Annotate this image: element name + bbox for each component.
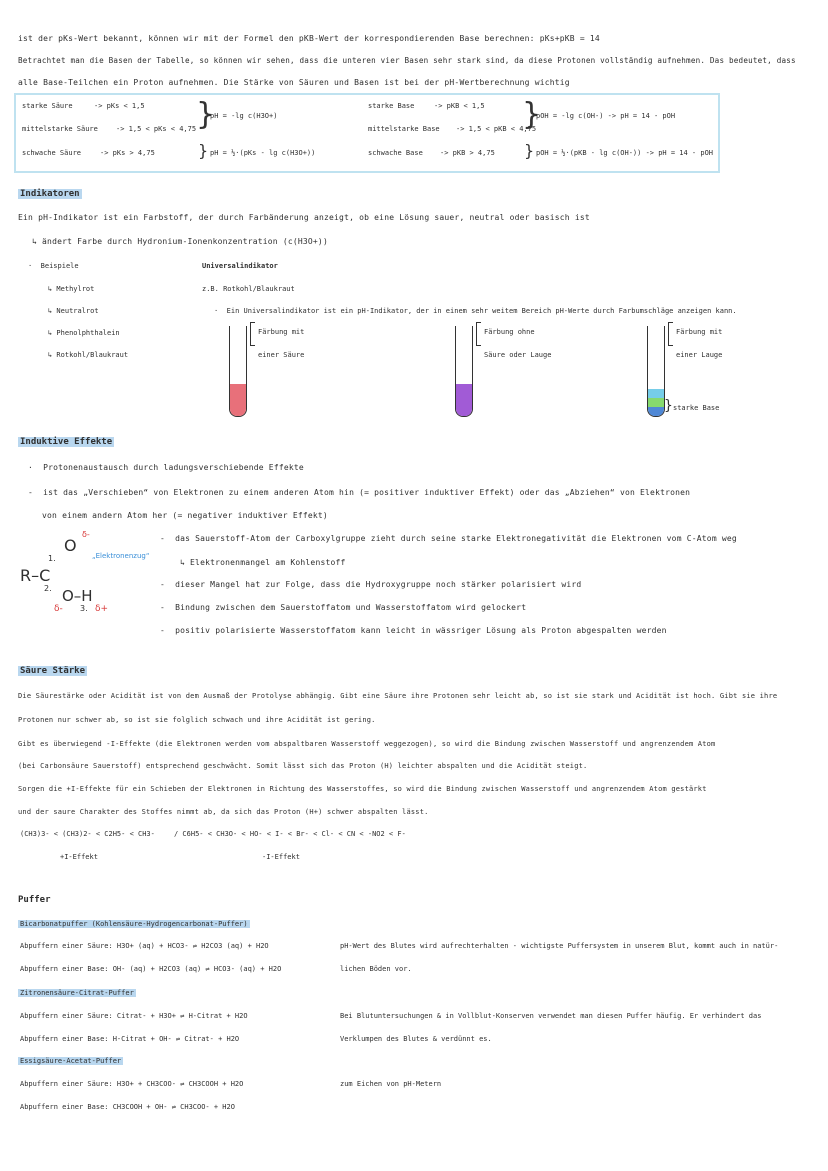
acid-strong-cond: -> pKs < 1,5	[94, 102, 145, 110]
universal-example: z.B. Rotkohl/Blaukraut	[202, 285, 295, 293]
series-plus: (CH3)3- < (CH3)2- < C2H5- < CH3-	[20, 830, 155, 838]
acid-strength-line-5: Sorgen die +I-Effekte für ein Schieben der Elektronen in Richtung des Wasserstoffes, so wird die Bindung zwischen Wasserstoff und angrenzendem Atom gestärkt	[18, 785, 707, 793]
examples-label: · Beispiele	[28, 262, 79, 270]
tube-1-label-2: einer Säure	[258, 351, 305, 359]
buffer-1-base: Abpuffern einer Base: OH- (aq) + H2CO3 (aq) ⇌ HCO3- (aq) + H2O	[20, 965, 282, 973]
base-medium-cond: -> 1,5 < pKB < 4,75	[456, 125, 537, 133]
mol-r-group: R–C	[20, 566, 51, 585]
buffer-3-note: zum Eichen von pH-Metern	[340, 1080, 442, 1088]
buffer-2-acid: Abpuffern einer Säure: Citrat- + H3O+ ⇌ H-Citrat + H2O	[20, 1012, 248, 1020]
acid-weak-label: schwache Säure	[22, 149, 82, 157]
buffer-1-acid: Abpuffern einer Säure: H3O+ (aq) + HCO3- ⇌ H2CO3 (aq) + H2O	[20, 942, 269, 950]
acid-strength-line-6: und der saure Charakter des Stoffes nimmt ab, da sich das Proton (H+) schwer abspalten lässt.	[18, 808, 429, 816]
indicators-definition: Ein pH-Indikator ist ein Farbstoff, der durch Farbänderung anzeigt, ob eine Lösung sauer, neutral oder basisch ist	[18, 213, 590, 222]
buffer-1-heading: Bicarbonatpuffer (Kohlensäure-Hydrogencarbonat-Puffer)	[20, 920, 248, 928]
indicators-heading: Indikatoren	[20, 189, 80, 199]
mol-electron-pull-label: „Elektronenzug“	[92, 552, 150, 560]
acid-strength-line-1: Die Säurestärke oder Acidität ist von dem Ausmaß der Protolyse abhängig. Gibt eine Säure ihre Protonen sehr leicht ab, so ist sie stark und Acidität ist hoch. Gibt sie ihre	[18, 692, 778, 700]
buffer-3-base: Abpuffern einer Base: CH3COOH + OH- ⇌ CH3COO- + H2O	[20, 1103, 235, 1111]
inductive-bullet-2: - ist das „Verschieben“ von Elektronen zu einem anderen Atom hin (= positiver induktiver Effekt) oder das „Abziehen“ von Elektronen	[28, 488, 691, 497]
mol-delta-minus-bottom: δ-	[54, 604, 63, 614]
buffer-heading: Puffer	[18, 895, 51, 905]
tube-2-label-2: Säure oder Lauge	[484, 351, 552, 359]
acid-strong-label: starke Säure	[22, 102, 73, 110]
mol-delta-minus-top: δ-	[82, 530, 90, 539]
buffer-2-base: Abpuffern einer Base: H-Citrat + OH- ⇌ Citrat- + H2O	[20, 1035, 240, 1043]
buffer-3-acid: Abpuffern einer Säure: H3O+ + CH3COO- ⇌ CH3COOH + H2O	[20, 1080, 244, 1088]
inductive-detail-4: - positiv polarisierte Wasserstoffatom kann leicht in wässriger Lösung als Proton abgespalten werden	[160, 626, 667, 635]
indicators-change: ↳ ändert Farbe durch Hydronium-Ionenkonzentration (c(H3O+))	[32, 237, 328, 246]
acid-brace-icon: }	[196, 97, 216, 132]
tube-2-bracket-icon	[476, 322, 481, 346]
series-minus: / C6H5- < CH3O- < HO- < I- < Br- < Cl- < CN < -NO2 < F-	[174, 830, 406, 838]
tube-2-label-1: Färbung ohne	[484, 328, 535, 336]
inductive-bullet-1: · Protonenaustausch durch ladungsverschiebende Effekte	[28, 463, 304, 472]
base-brace-icon: }	[522, 97, 542, 132]
universal-title: Universalindikator	[202, 262, 278, 270]
acid-strength-line-2: Protonen nur schwer ab, so ist sie folglich schwach und ihre Acidität ist gering.	[18, 716, 376, 724]
intro-line-2: Betrachtet man die Basen der Tabelle, so können wir sehen, dass die unteren vier Basen sehr stark sind, da diese Protonen vollständig aufnehmen. Das bedeutet, dass	[18, 56, 796, 65]
acid-weak-cond: -> pKs > 4,75	[100, 149, 155, 157]
tube-3-label-2: einer Lauge	[676, 351, 723, 359]
strong-base-label: starke Base	[673, 404, 720, 412]
example-rotkohl: ↳ Rotkohl/Blaukraut	[48, 351, 129, 359]
base-brace-small-icon: }	[664, 398, 673, 414]
base-weak-cond: -> pKB > 4,75	[440, 149, 495, 157]
base-formula-weak: pOH = ½·(pKB - lg c(OH-)) -> pH = 14 - pOH	[536, 149, 714, 157]
buffer-2-note-1: Bei Blutuntersuchungen & in Vollblut-Konserven verwendet man diesen Puffer häufig. Er verhindert das	[340, 1012, 762, 1020]
tube-3-bracket-icon	[668, 322, 673, 346]
base-tube-fill-bottom	[648, 407, 664, 416]
intro-line-3: alle Base-Teilchen ein Proton aufnehmen. Die Stärke von Säuren und Basen ist bei der pH-Wertberechnung wichtig	[18, 78, 570, 87]
mol-step-3: 3.	[80, 604, 88, 613]
mol-hydroxy: O–H	[62, 587, 93, 605]
tube-3-label-1: Färbung mit	[676, 328, 723, 336]
mol-step-2: 2.	[44, 584, 52, 593]
mol-step-1: 1.	[48, 554, 56, 563]
example-methylrot: ↳ Methylrot	[48, 285, 95, 293]
inductive-bullet-2b: von einem andern Atom her (= negativer induktiver Effekt)	[42, 511, 328, 520]
inductive-heading: Induktive Effekte	[20, 437, 113, 447]
base-tube-fill-top	[648, 389, 664, 398]
tube-1-label-1: Färbung mit	[258, 328, 305, 336]
universal-definition: · Ein Universalindikator ist ein pH-Indikator, der in einem sehr weitem Bereich pH-Werte durch Farbumschläge anzeigen kann.	[214, 307, 737, 315]
acid-tube-fill	[230, 384, 246, 416]
ph-formula-box	[14, 93, 720, 173]
acid-strength-line-3: Gibt es überwiegend -I-Effekte (die Elektronen werden vom abspaltbaren Wasserstoff weggezogen), so wird die Bindung zwischen Wasserstoff und angrenzendem Atom	[18, 740, 716, 748]
acid-strength-heading: Säure Stärke	[20, 666, 86, 676]
mol-oxygen-top: O	[64, 536, 77, 555]
base-weak-brace-icon: }	[524, 141, 535, 160]
inductive-detail-1b: ↳ Elektronenmangel am Kohlenstoff	[180, 558, 346, 567]
mol-delta-plus: δ+	[95, 604, 109, 614]
acid-weak-brace-icon: }	[198, 141, 209, 160]
intro-line-1: ist der pKs-Wert bekannt, können wir mit der Formel den pKB-Wert der korrespondierenden Base berechnen: pKs+pKB = 14	[18, 34, 600, 43]
minus-i-effect-label: -I-Effekt	[262, 853, 300, 861]
buffer-1-note-1: pH-Wert des Blutes wird aufrechterhalten - wichtigste Puffersystem in unserem Blut, kommt auch in natür-	[340, 942, 779, 950]
base-test-tube	[647, 326, 665, 417]
inductive-detail-1: - das Sauerstoff-Atom der Carboxylgruppe zieht durch seine starke Elektronegativität die Elektronen vom C-Atom weg	[160, 534, 737, 543]
acid-formula-weak: pH = ½·(pKs - lg c(H3O+))	[210, 149, 316, 157]
base-tube-fill-mid	[648, 398, 664, 407]
base-strong-cond: -> pKB < 1,5	[434, 102, 485, 110]
example-phenolphthalein: ↳ Phenolphthalein	[48, 329, 120, 337]
buffer-3-heading: Essigsäure-Acetat-Puffer	[20, 1057, 122, 1065]
base-formula-strong: pOH = -lg c(OH-) -> pH = 14 - pOH	[536, 112, 676, 120]
base-weak-label: schwache Base	[368, 149, 423, 157]
tube-1-bracket-icon	[250, 322, 255, 346]
example-neutralrot: ↳ Neutralrot	[48, 307, 99, 315]
inductive-detail-2: - dieser Mangel hat zur Folge, dass die Hydroxygruppe noch stärker polarisiert wird	[160, 580, 582, 589]
plus-i-effect-label: +I-Effekt	[60, 853, 98, 861]
acid-formula-strong: pH = -lg c(H3O+)	[210, 112, 278, 120]
buffer-2-heading: Zitronensäure-Citrat-Puffer	[20, 989, 134, 997]
neutral-test-tube	[455, 326, 473, 417]
acid-medium-cond: -> 1,5 < pKs < 4,75	[116, 125, 197, 133]
buffer-1-note-2: lichen Böden vor.	[340, 965, 412, 973]
base-medium-label: mittelstarke Base	[368, 125, 440, 133]
inductive-detail-3: - Bindung zwischen dem Sauerstoffatom und Wasserstoffatom wird gelockert	[160, 603, 527, 612]
base-strong-label: starke Base	[368, 102, 415, 110]
acid-strength-line-4: (bei Carbonsäure Sauerstoff) entsprechend geschwächt. Somit lässt sich das Proton (H) leichter abspalten und die Acidität steigt.	[18, 762, 588, 770]
buffer-2-note-2: Verklumpen des Blutes & verdünnt es.	[340, 1035, 492, 1043]
acid-medium-label: mittelstarke Säure	[22, 125, 98, 133]
acid-test-tube	[229, 326, 247, 417]
neutral-tube-fill	[456, 384, 472, 416]
